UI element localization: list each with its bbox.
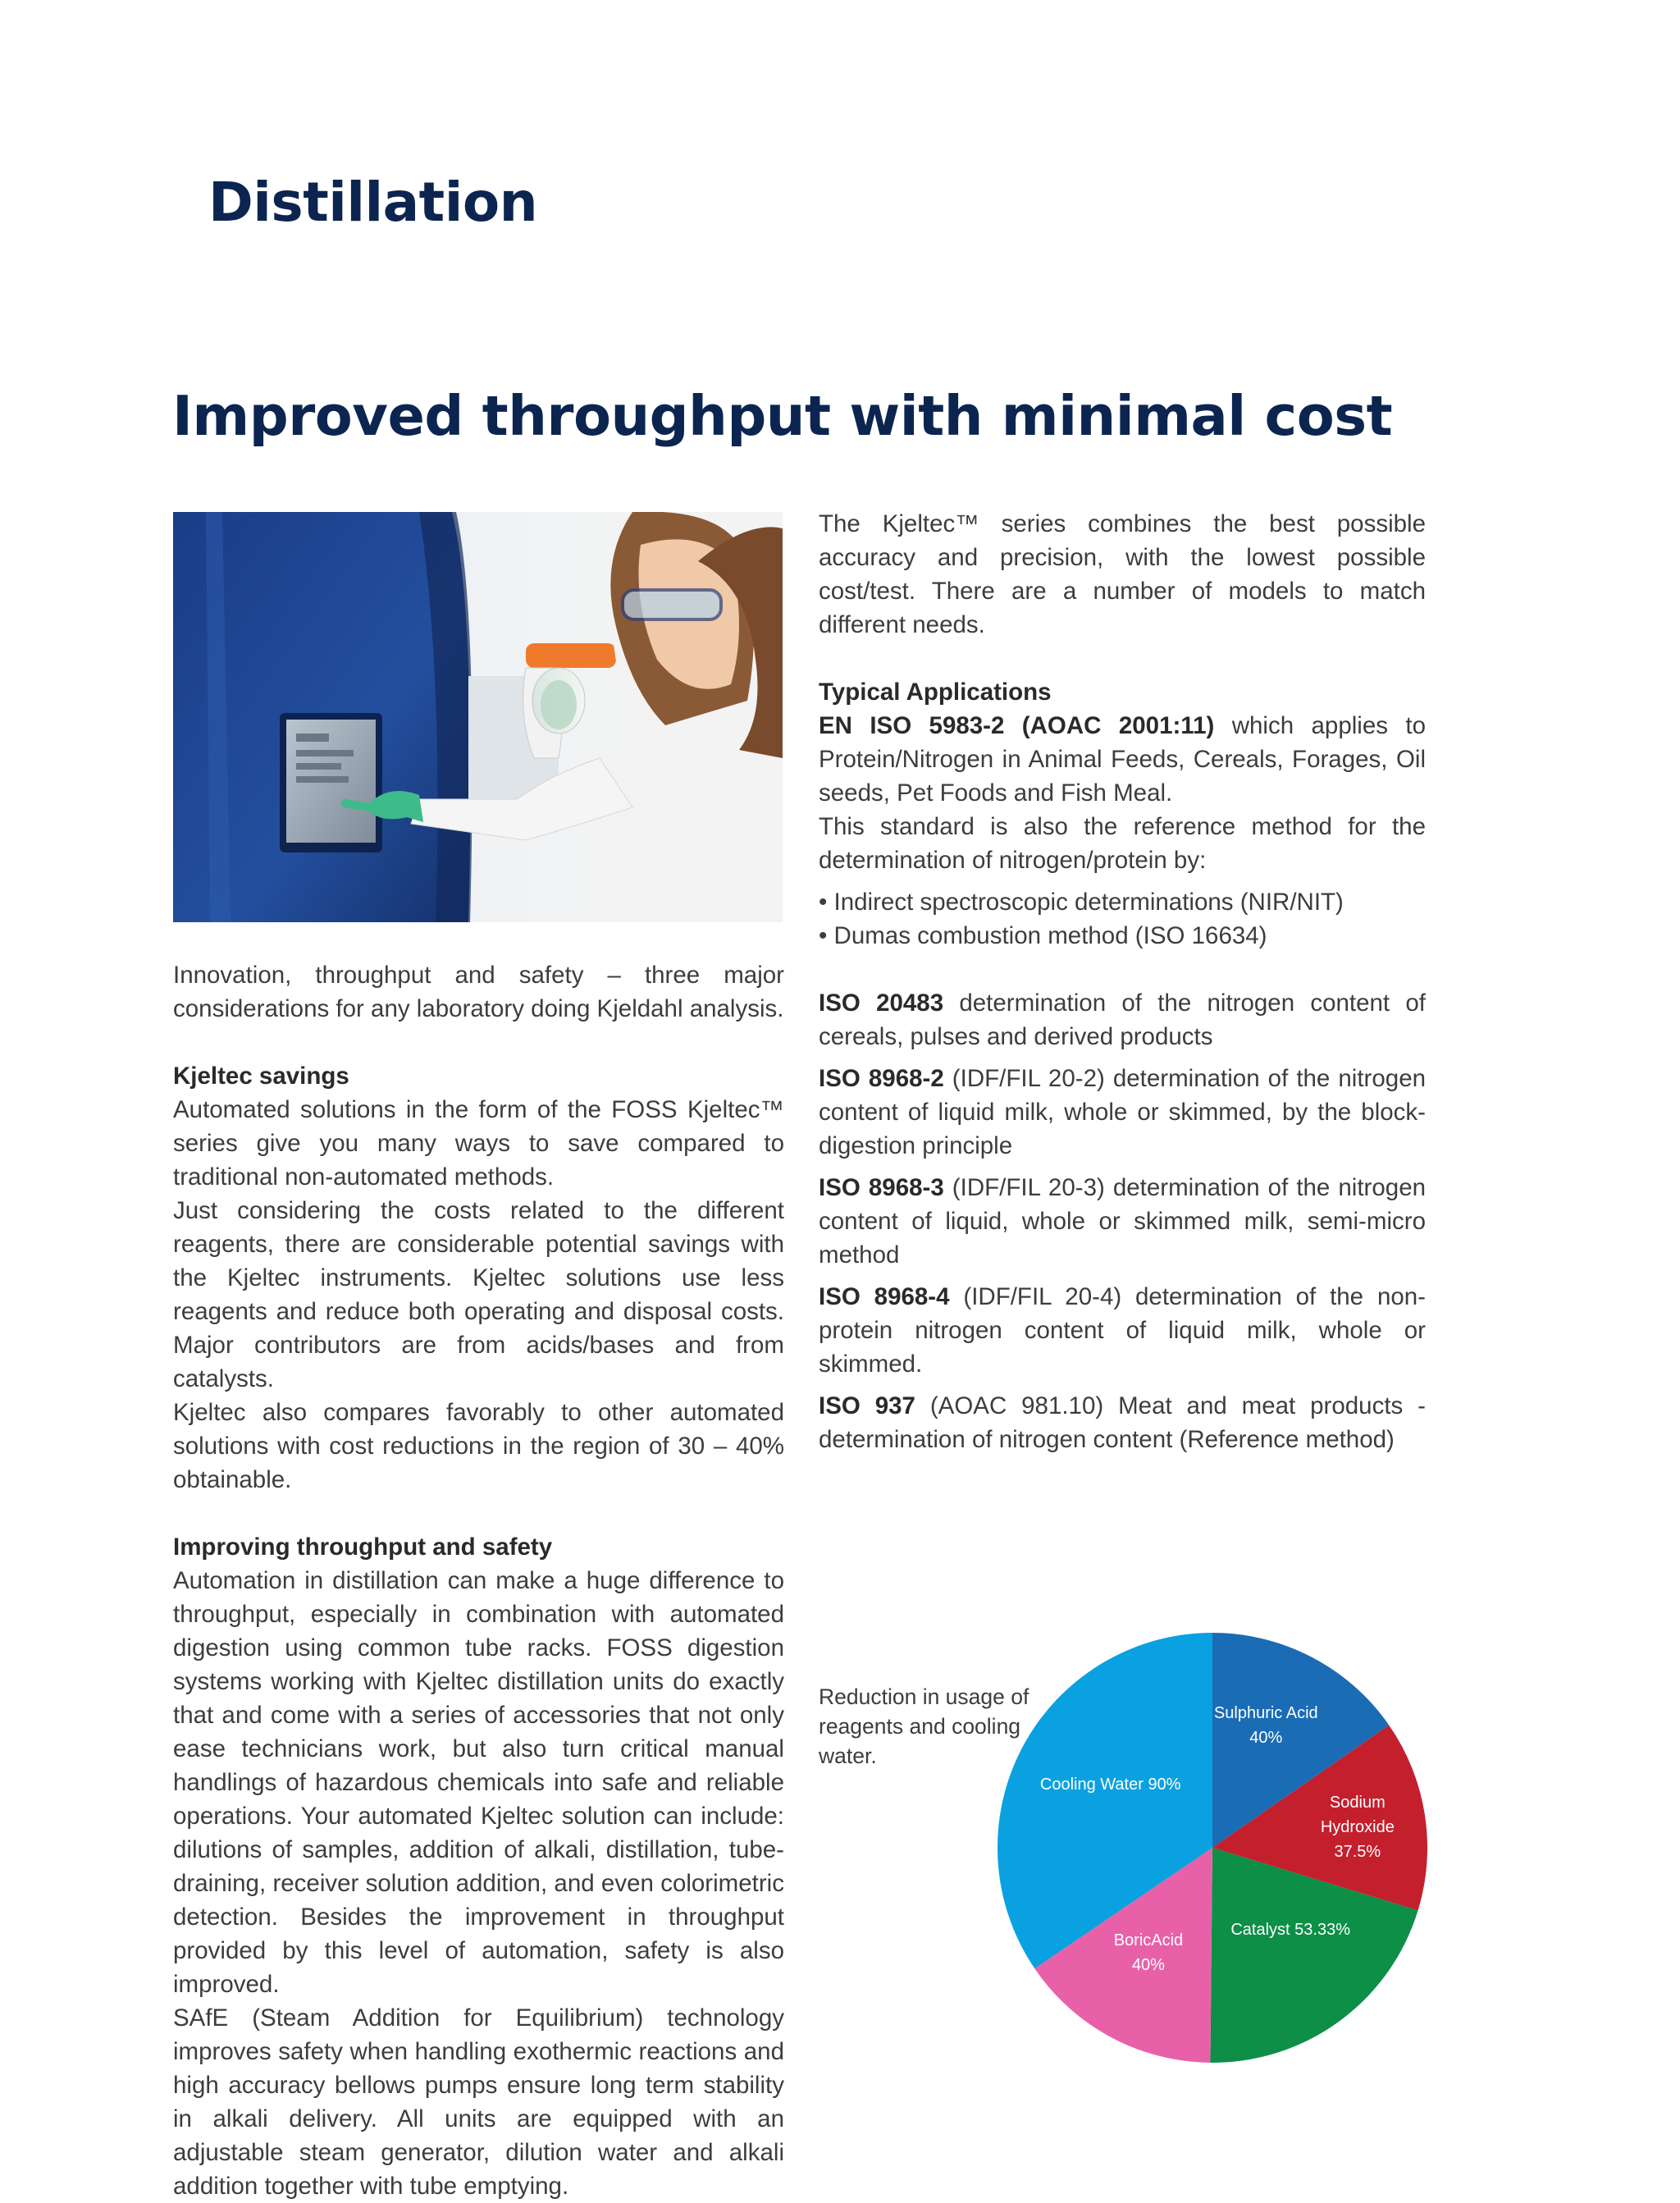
pie-label-line: 40% [1131, 1956, 1165, 1975]
standard-text: determination of the nitrogen content of cereals, pulses and derived products [819, 990, 1426, 1050]
savings-paragraph-2: Just considering the costs related to the different reagents, there are considerable potential savings with the Kjeltec instruments. Kjeltec solutions use less reagents and reduce both operating and disposal costs. Major contributors are from acids/bases and from catalysts. [173, 1197, 784, 1392]
throughput-paragraph-2: SAfE (Steam Addition for Equilibrium) technology improves safety when handling exothermic reactions and high accuracy bellows pumps ensure long term stability in alkali delivery. All units are equipped with an adjustable steam generator, dilution water and alkali addition together with tube emptying. [173, 2004, 784, 2200]
lab-photo-illustration [173, 512, 783, 922]
standard-code: EN ISO 5983-2 (AOAC 2001:11) [819, 712, 1215, 739]
pie-label-line: 37.5% [1334, 1843, 1381, 1862]
kjeltec-savings-heading: Kjeltec savings [173, 1063, 349, 1090]
standard-item [819, 1389, 1426, 1456]
standard-code: ISO 8968-2 [819, 1065, 944, 1092]
standard-text: (IDF/FIL 20-4) determination of the non-protein nitrogen content of liquid milk, whole or skimmed. [819, 1283, 1426, 1378]
pie-label-line: Sodium [1329, 1794, 1386, 1812]
pie-label [1230, 1921, 1350, 1939]
pie-label-line: Hydroxide [1320, 1818, 1395, 1837]
standard-text: which applies to Protein/Nitrogen in Animal Feeds, Cereals, Forages, Oil seeds, Pet Foods and Fish Meal. [819, 712, 1426, 807]
right-column [819, 507, 1426, 1456]
standard-code: ISO 8968-3 [819, 1174, 944, 1201]
standard-code: ISO 8968-4 [819, 1283, 950, 1310]
lab-photo [173, 512, 783, 922]
section-title: Distillation [208, 171, 538, 234]
intro-paragraph: Innovation, throughput and safety – three major considerations for any laboratory doing Kjeldahl analysis. [173, 962, 784, 1022]
series-paragraph: The Kjeltec™ series combines the best possible accuracy and precision, with the lowest possible cost/test. There are a number of models to match different needs. [819, 510, 1426, 638]
standard-text: (IDF/FIL 20-2) determination of the nitrogen content of liquid milk, whole or skimmed, by the block-digestion principle [819, 1065, 1427, 1159]
bullet-item: • Dumas combustion method (ISO 16634) [819, 922, 1267, 949]
pie-chart [991, 1633, 1434, 2076]
savings-paragraph-1: Automated solutions in the form of the FOSS Kjeltec™ series give you many ways to save compared to traditional non-automated methods. [173, 1096, 784, 1191]
pie-label-line: Sulphuric Acid [1213, 1704, 1318, 1723]
savings-paragraph-3: Kjeltec also compares favorably to other automated solutions with cost reductions in the region of 30 – 40% obtainable. [173, 1399, 784, 1493]
standard-item [819, 1062, 1426, 1163]
standard-code: ISO 20483 [819, 990, 944, 1017]
pie-label [1040, 1776, 1181, 1794]
pie-label-line: Cooling Water 90% [1039, 1775, 1181, 1794]
chart-caption: Reduction in usage of reagents and cooling water. [819, 1684, 1029, 1768]
page-title: Improved throughput with minimal cost [172, 384, 1393, 448]
throughput-heading: Improving throughput and safety [173, 1533, 553, 1561]
standard-en-iso-5983 [819, 709, 1426, 810]
applications-heading: Typical Applications [819, 679, 1052, 706]
bullet-item: • Indirect spectroscopic determinations (NIR/NIT) [819, 889, 1344, 916]
pie-label-line: Catalyst 53.33% [1230, 1921, 1351, 1940]
throughput-paragraph-1: Automation in distillation can make a huge difference to throughput, especially in combination with automated digestion using common tube racks. FOSS digestion systems working with Kjeltec distillation units do exactly that and come with a series of accessories that not only ease technicians work, but also turn critical manual handlings of hazardous chemicals into safe and reliable operations. Your automated Kjeltec solution can include: dilutions of samples, addition of alkali, distillation, tube-draining, receiver solution addition, and even colorimetric detection. Besides the improvement in throughput provided by this level of automation, safety is also improved. [173, 1567, 784, 1998]
standard-item [819, 1171, 1426, 1272]
standard-code: ISO 937 [819, 1392, 915, 1419]
pie-label-line: BoricAcid [1113, 1931, 1184, 1950]
pie-chart-svg [991, 1633, 1434, 2076]
standard-item [819, 986, 1426, 1054]
standard-text: (AOAC 981.10) Meat and meat products - determination of nitrogen content (Reference method) [819, 1392, 1426, 1453]
pie-label-line: 40% [1249, 1729, 1283, 1748]
left-column [173, 958, 784, 2203]
standard-item [819, 1280, 1426, 1381]
standard-text: (IDF/FIL 20-3) determination of the nitrogen content of liquid, whole or skimmed milk, semi-micro method [819, 1174, 1427, 1268]
reference-paragraph: This standard is also the reference method for the determination of nitrogen/protein by: [819, 813, 1426, 874]
